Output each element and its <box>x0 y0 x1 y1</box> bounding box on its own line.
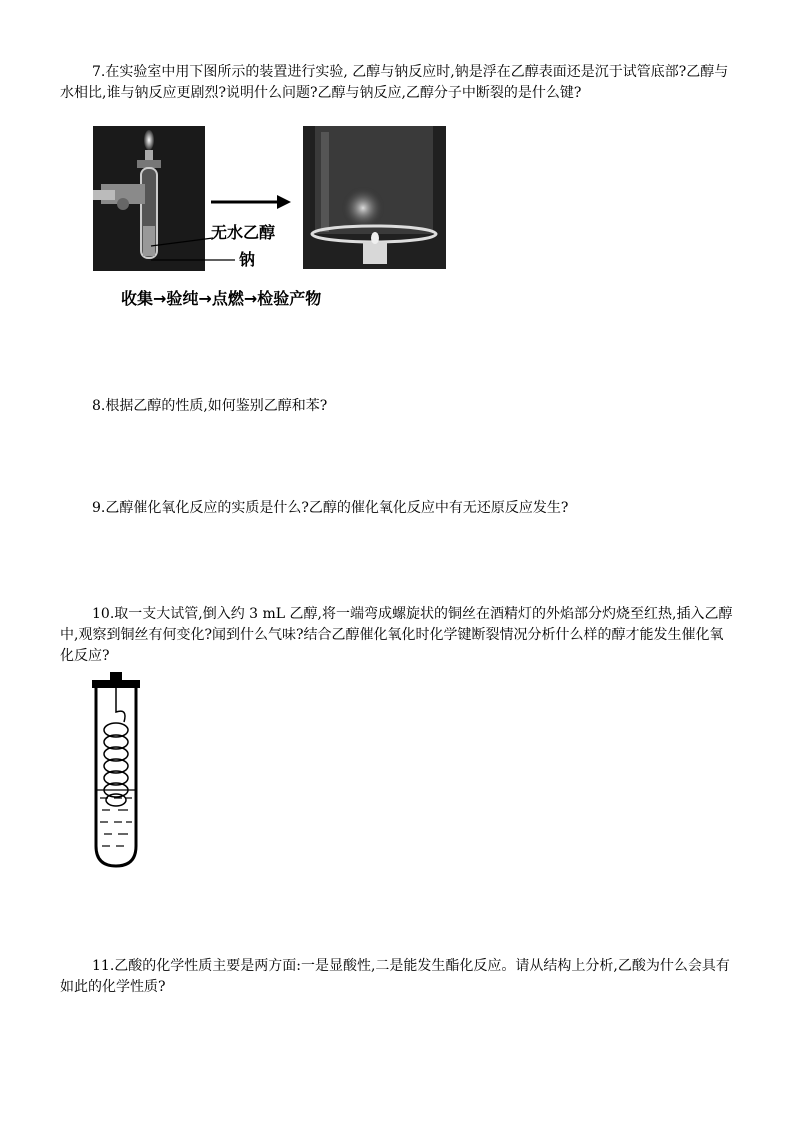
question-10: 10.取一支大试管,倒入约 3 mL 乙醇,将一端弯成螺旋状的铜丝在酒精灯的外焰部分灼烧至红热,插入乙醇中,观察到铜丝有何变化?闻到什么气味?结合乙醇催化氧化时化学键断裂情况分析什么样的醇才能发生催化氧化反应? <box>60 606 733 664</box>
question-11: 11.乙酸的化学性质主要是两方面:一是显酸性,二是能发生酯化反应。请从结构上分析,乙酸为什么会具有如此的化学性质? <box>60 958 730 995</box>
arrow-icon <box>211 194 291 210</box>
label-sodium: 钠 <box>239 250 256 269</box>
test-tube-copper-spiral-diagram <box>88 672 144 872</box>
label-anhydrous-ethanol: 无水乙醇 <box>211 223 276 242</box>
question-8: 8.根据乙醇的性质,如何鉴别乙醇和苯? <box>92 398 328 414</box>
beaker-flame-photo <box>303 126 446 269</box>
experiment-figure-7 <box>93 126 453 306</box>
question-7: 7.在实验室中用下图所示的装置进行实验, 乙醇与钠反应时,钠是浮在乙醇表面还是沉于试管底部?乙醇与水相比,谁与钠反应更剧烈?说明什么问题?乙醇与钠反应,乙醇分子中断裂的是什么键? <box>60 64 729 101</box>
question-9: 9.乙醇催化氧化反应的实质是什么?乙醇的催化氧化反应中有无还原反应发生? <box>92 500 569 516</box>
figure-caption: 收集→验纯→点燃→检验产物 <box>121 289 322 308</box>
